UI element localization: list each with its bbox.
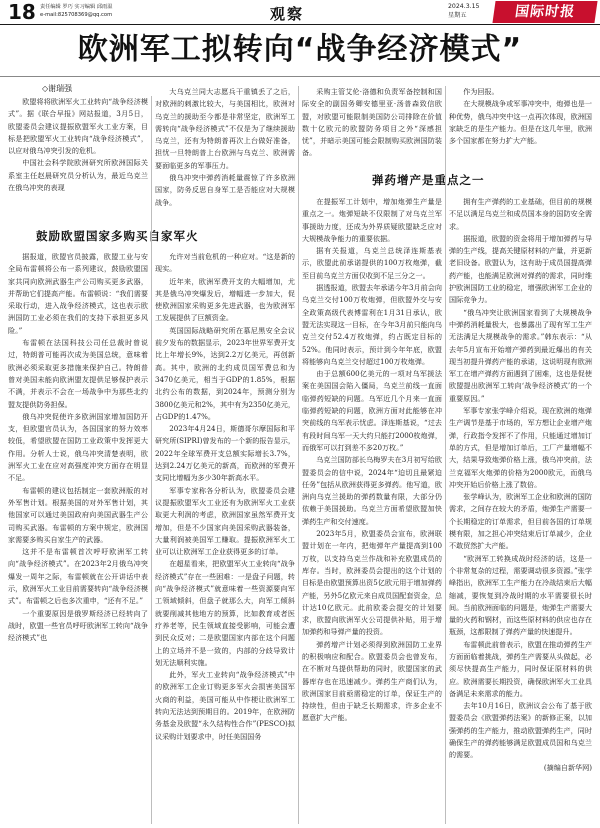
column-divider <box>151 96 152 824</box>
paragraph: 在提振军工计划中，增加炮弹生产量是重点之一。炮弹短缺不仅限制了对乌克兰军事援助力度，还成为外界质疑欧盟缺乏应对大规模战争能力的重要依据。 <box>302 197 442 243</box>
paragraph: 据透报道，欧盟去年承诺今年3月前会向乌克兰交付100万枚炮弹，但欧盟外交与安全政策高级代表博雷利在1月31日承认，欧盟无法实现这一目标，在今年3月前只能向乌克兰交付52.4万枚炮弹，约占既定目标的52%。他同时表示，预计到今年年底，欧盟将能够向乌克兰交付超过100万枚炮弹。 <box>302 283 442 366</box>
paragraph: 此外，军火工业转向“战争经济模式”中的欧洲军工企业订购更多军火会损害美国军火商的利益，美国可能从中作梗让欧洲军工转向无法达到预期目的。2019年，在欧洲防务基金及欧盟“永久结构性合作”(PESCO)拟议采购计划要求中，时任美国国务 <box>155 670 295 741</box>
paragraph: 去年10月16日，欧洲议会公布了基于欧盟委员会《欧盟弹药法案》的新修正案，以加强弹药的生产能力，推动欧盟弹药生产，同时确保生产的弹药能够满足欧盟成员国和乌克兰的需要。 <box>449 701 592 760</box>
paragraph: 俄乌冲突中弹药消耗量震惊了许多欧洲国家，防务反思自身军工是否能应对大规模战争。 <box>155 173 295 207</box>
issue-date <box>448 2 480 20</box>
paragraph: 欧盟将将欧洲军火工业转向“战争经济模式”。据《联合早报》网站报道，3月5日，欧盟委员会建议提振欧盟军火工业方案，目标是把欧盟军火工业转向“战争经济模式”，以应对俄乌冲突引发的危机。 <box>8 97 148 156</box>
paragraph: 2023年5月，欧盟委员会宣布，欧洲联盟计划在一年内，把炮弹年产量提高到100万枚，以支持乌克兰作战和补充欧盟成员的库存。当时，欧洲委员会提出的这个计划的目标是由欧盟预算出资5亿欧元用于增加弹药产能，另外5亿欧元来自成员国配套资金，总计达10亿欧元。此前欧委会提交的计划要求，欧盟向欧洲军火公司提供补贴，用于增加弹药和导弹产量的投资。 <box>302 529 442 637</box>
article-column-3-bottom <box>302 196 442 825</box>
paragraph: 弹药增产计划必须得到欧洲国防工业界的积极响应和配合。欧盟委员会也曾发布，在不断对乌提供帮助的同时，欧盟国家的武器库存也在迅速减少。弹药生产商们认为，欧洲国家目前亟需稳定的订单，保证生产的持续性，但由于缺乏长期需求，许多企业不愿意扩大产能。 <box>302 639 442 723</box>
weekday: 星期五 <box>448 12 467 19</box>
paragraph: 在大规模战争或军事冲突中，炮弹也是一种优势，俄乌冲突中这一点再次体现，欧洲国家缺乏的是生产能力。但是在这几年里，欧洲多个国家都在努力扩大产能。 <box>449 99 592 146</box>
paragraph: 由于总额600亿美元的一项对乌军援法案在美国国会陷入僵局，乌克兰前线一直面临弹药短缺的问题。乌军近几个月来一直面临弹药短缺的问题，欧洲方面对此能够在冲突前线的乌军表示忧虑。泽连斯基说，“过去有段时间乌军一天大约只能打2000枚炮弹，而俄军可以打到差不多20万枚。” <box>302 369 442 452</box>
editor-email: e-mail:825708369@qq.com <box>40 12 113 18</box>
article-column-1-top <box>8 96 148 224</box>
date: 2024.3.15 <box>448 3 480 10</box>
subheading-2: 弹药增产是重点之一 <box>372 173 485 187</box>
column-divider <box>298 86 299 824</box>
page-number: 18 <box>8 0 36 24</box>
masthead-logo: 国际时报 <box>492 1 597 23</box>
source-signature: (摘编自新华网) <box>543 762 592 772</box>
article-column-4-top <box>449 86 592 172</box>
header-rule <box>0 24 600 25</box>
article-column-3-top <box>302 86 442 172</box>
paragraph: 据报道，欧盟的资金将用于增加弹药与导弹的生产线，提高关键原材料的产量，并更新老旧设备。欧盟认为，这有助于成员国提高弹药产能，也能满足欧洲对弹药的需求，同时维护欧洲国防工业的稳定，增强欧洲军工企业的国际竞争力。 <box>449 233 592 305</box>
article-column-1-bottom <box>8 251 148 825</box>
paragraph: 一个重要原因是俄罗斯经济已经转向了战时，欧盟一些官员呼吁欧洲军工转向“战争经济模式”也 <box>8 608 148 643</box>
paragraph: 2023年4月24日，斯德哥尔摩国际和平研究所(SIPRI)曾发布的一个新的报告显示，2022年全球军费开支总额实际增长3.7%，达到2.24万亿美元的新高，而欧洲的军费开支同比增幅为多少30年新高水平。 <box>155 424 295 483</box>
editor-line: 责任编辑 罗巧 实习编辑 邱雨温 <box>40 4 113 10</box>
paragraph: 英国国际战略研究所在慕尼黑安全会议前夕发布的数据显示，2023年世界军费开支比上年增长9%，达到2.2万亿美元，再创新高。其中，欧洲的北约成员国军费总和为3470亿美元，相当于GDP的1.85%，根据北约公布的数据，到2024年，预测分别为3800亿美元和2%，其中有为2350亿美元，占GDP的1.47%。 <box>155 325 295 421</box>
subheading-1: 鼓励欧盟国家多购买自家军火 <box>36 229 199 243</box>
section-name: 观察 <box>270 5 305 23</box>
paragraph: 布雷顿在法国科技公司任总裁时曾说过，特朗普可能再次成为美国总统，意味着欧洲必须采取更多措施来保护自己。特朗普曾对美国未能向欧洲盟友提供足够保护表示不满，并表示不会在一场战争中为那些北约盟友提供防务担保。 <box>8 338 148 409</box>
paragraph: 布雷顿此前曾表示，欧盟在推动弹药生产方面面临着挑战，弹药生产需要从头做起，必须尽快提高生产能力，同时保证原材料的供应。欧洲需要长期投资，确保欧洲军火工业具备满足未来需求的能力。 <box>449 639 592 698</box>
paragraph: 军事专家张学峰介绍说，现在欧洲的炮弹生产调节是基于市场的，军方想让企业增产炮弹，行政指令发挥不了作用，只能通过增加订单的方式，但是增加订单后，工厂产量增幅不大，结果导致炮弹价格上涨，俄乌冲突前，法兰克福军火炮弹的价格为2000欧元，而俄乌冲突开始后价格上涨了数倍。 <box>449 406 592 489</box>
byline: ◇谢瑞强 <box>42 84 73 93</box>
paragraph: 大乌克兰同大志愿兵干重镇丢了之后，对欧洲的刺激比较大，与美国相比，欧洲对乌克兰的援助至今都是非常坚定，欧洲军工需转向“战争经济模式”不仅是为了继续援助乌克兰，还有为特朗普再次上台做好准备，担忧一旦特朗普上台欧洲与乌克兰、欧洲需要面临更多的军事压力。 <box>155 87 295 170</box>
paragraph: 允许对当前危机的一种应对。“这是新的现实。 <box>155 252 295 274</box>
page-title: 欧洲军工拟转向“战争经济模式” <box>77 32 523 67</box>
article-column-4-bottom <box>449 196 592 825</box>
paragraph: 据报道，欧盟官员披露，欧盟工业与安全局布雷顿将公布一系列建议，鼓励欧盟国家共同向欧洲武器生产公司购买更多武器，并帮助它们提高产能。布雷顿说：“我们需要采取行动，进入战争经济模式，这也表示欧洲国防工业必须在我们的支持下承担更多风险。” <box>8 252 148 335</box>
paragraph: 军事专家称各分析认为，欧盟委员会建议提振欧盟军火工业还有为欧洲军火工业获取更大利润的考虑，欧洲国家虽然军费开支增加，但是不少国家向美国采购武器装备，大量利润被美国军工赚取。提振欧洲军火工业可以让欧洲军工企业获得更多的订单。 <box>155 485 295 557</box>
headline-rule <box>0 76 600 77</box>
paragraph: 拥有生产弹药的工业基础，但目前的规模不足以满足乌克兰和成员国本身的国防安全需求。 <box>449 197 592 231</box>
paragraph: 在超星看来，把欧盟军火工业转向“战争经济模式”存在一些困难：一是盘子问题，转向“战争经济模式”就意味着一些资源要向军工领域倾斜，但盘子就那么大，向军工倾斜就要削减其他地方的预算，比如教育或者医疗养老等，民生领域直接受影响，可能会遭到民众反对；二是欧盟国家内部在这个问题上的立场并不是一致的，内部的分歧导致计划无法顺利实施。 <box>155 559 295 667</box>
page-header <box>0 0 600 26</box>
paragraph: 采购主管艾伦·洛德和负责军备控制和国际安全的副国务卿安德里亚·汤普森致信欧盟，对欧盟可能限制美国防公司排除在价值数十亿欧元的欧盟防务项目之外“深感担忧”，并暗示美国可能会限制购买欧洲国防装备。 <box>302 87 442 158</box>
paragraph: 据有关报道，乌克兰总统泽连斯基表示，欧盟此前承诺提供的100万枚炮弹，截至目前乌克兰方面仅收到不足三分之一。 <box>302 246 442 280</box>
column-divider <box>445 86 446 824</box>
article-column-2-bottom <box>155 251 295 825</box>
paragraph: 张学峰认为，欧洲军工企业和欧洲的国防需求，之间存在较大的矛盾，炮弹生产需要一个长期稳定的订单需求，但目前各国的订单规模有限，加之担心冲突结束后订单减少，企业不敢贸然扩大产能。 <box>449 492 592 551</box>
paragraph: “欧洲军工转换成战时经济的话，这是一个非常复杂的过程，需要调动很多资源。”张学峰指出，欧洲军工生产能力在冷战结束后大幅缩减，要恢复到冷战时期的水平需要很长时间。当前欧洲面临的问题是，炮弹生产需要大量的火药和钢材，而这些原材料的供应也存在瓶颈，这都限制了弹药产量的快速提升。 <box>449 553 592 637</box>
paragraph: 作为回报。 <box>463 87 499 96</box>
article-column-2-top <box>155 86 295 224</box>
paragraph: 近年来，欧洲军费开支的大幅增加，尤其是俄乌冲突爆发后，增幅进一步加大，促使欧洲国家采购更多先进武器，也为欧洲军工发展提供了巨额资金。 <box>155 276 295 323</box>
paragraph: 中国社会科学院欧洲研究所欧洲国际关系室主任赵晨研究员分析认为，最近乌克兰在俄乌冲突的表现 <box>8 158 148 193</box>
paragraph: 俄乌冲突促使许多欧洲国家增加国防开支，但欧盟官员认为，各国国家的努力效率较低，希望欧盟在国防工业政策中发挥更大作用。分析人士说，俄乌冲突清楚表明，欧洲军火工业在应对高强度冲突方面存在明显不足。 <box>8 411 148 483</box>
paragraph: 这并不是布雷顿首次呼吁欧洲军工转向“战争经济模式”。在2023年2月俄乌冲突爆发一周年之际，布雷顿就在公开讲话中表示，欧洲军火工业目前需要转向“战争经济模式”。布雷顿之后也多次重申，“还有不足。” <box>8 547 148 606</box>
paragraph: “俄乌冲突让欧洲国家看到了大规模战争中弹药消耗量极大，也暴露出了现有军工生产无法满足大规模战争的需求。”韩东表示：“从去年5月宣布开始增产弹药到最近爆出的有关现当初提升弹药产能的承诺，这说明现有欧洲军工在增产弹药方面遇到了困难，这也是促使欧盟提出欧洲军工转向‘战争经济模式’的一个重要原因。” <box>449 307 592 403</box>
paragraph: 乌克兰国防部长乌梅罗夫在3月初写给欧盟委员会的信中说，2024年“迫切且最紧迫任务”包括从欧洲获得更多弹药。他写道，欧洲向乌克兰援助的弹药数量有限，大部分仍依赖于美国援助。乌克兰方面希望欧盟加快弹药生产和交付速度。 <box>302 455 442 526</box>
editor-info <box>40 3 112 19</box>
paragraph: 布雷顿的建议包括制定一套欧洲版的对外军售计划。根据美国的对外军售计划，其他国家可以通过美国政府向美国武器生产公司购买武器。布雷顿的方案中规定，欧洲国家需要多购买自家生产的武器。 <box>8 485 148 544</box>
